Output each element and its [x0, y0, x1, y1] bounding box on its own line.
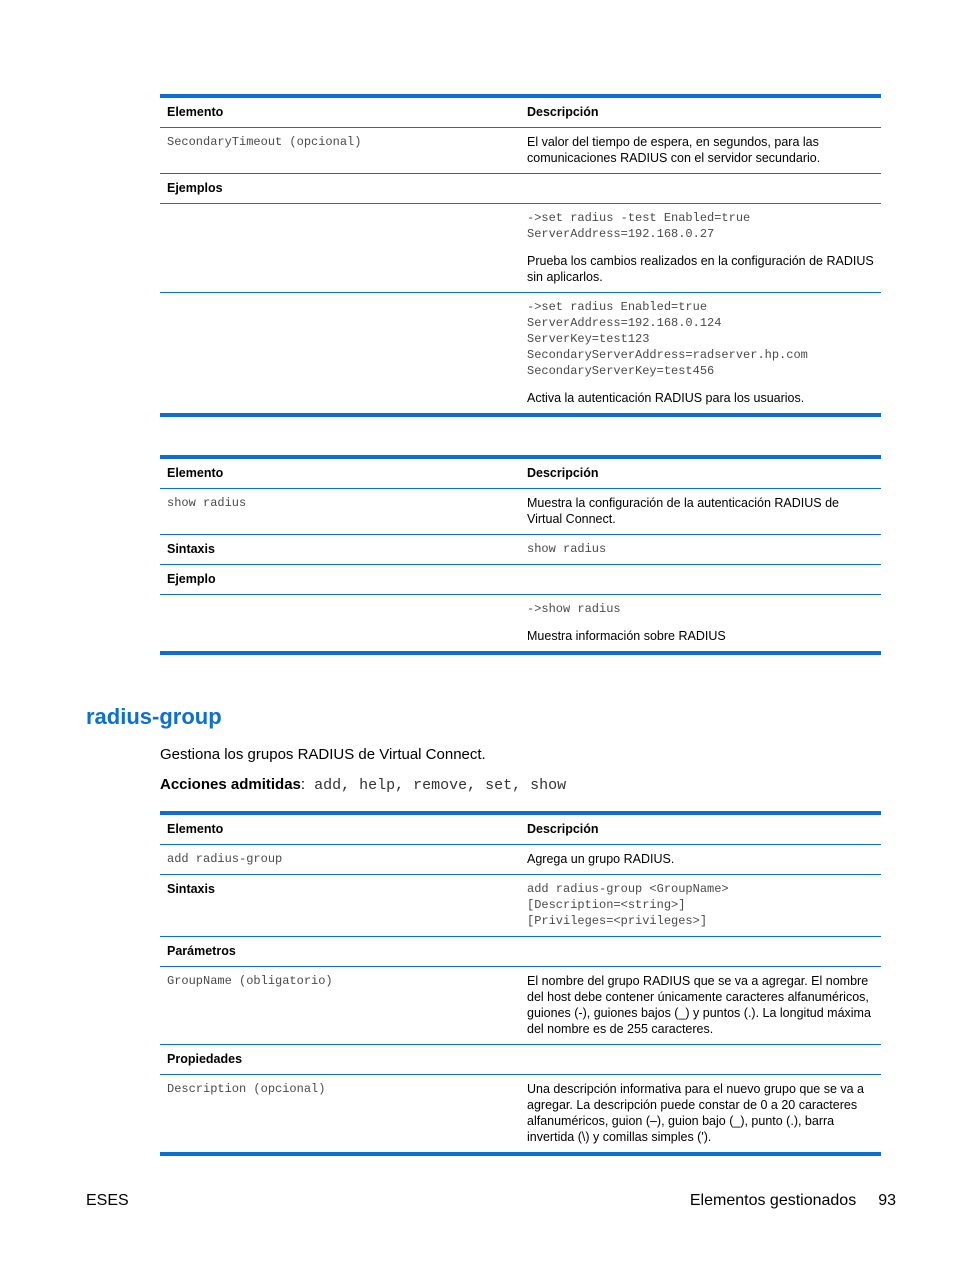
- syntax-label: Sintaxis: [167, 542, 215, 556]
- example-label: Ejemplo: [167, 572, 216, 586]
- table-row: [160, 203, 881, 292]
- example-code: ->set radius -test Enabled=true ServerAddress=192.168.0.27: [527, 211, 751, 241]
- table-row: [160, 874, 881, 936]
- example-code: ->show radius: [527, 602, 621, 616]
- examples-label: Ejemplos: [167, 181, 223, 195]
- table-header-row: [160, 815, 881, 845]
- table-row: [160, 292, 881, 413]
- actions-colon: :: [300, 776, 306, 793]
- table-row: [160, 936, 881, 966]
- actions-label: Acciones admitidas: [160, 776, 301, 793]
- header-elemento: Elemento: [167, 822, 224, 836]
- header-elemento: Elemento: [167, 105, 224, 119]
- example-note: Activa la autenticación RADIUS para los usuarios.: [527, 391, 805, 405]
- props-label: Propiedades: [167, 1052, 243, 1066]
- syntax-label: Sintaxis: [167, 882, 215, 896]
- actions-list: add, help, remove, set, show: [305, 777, 567, 794]
- section-intro: Gestiona los grupos RADIUS de Virtual Connect.: [160, 746, 486, 763]
- table-add-radius-group: [160, 811, 881, 1156]
- table-row: [160, 1044, 881, 1074]
- example-code: ->set radius Enabled=true ServerAddress=192.168.0.124 ServerKey=test123 SecondaryServerAddress=radserver.hp.com SecondaryServerKey=test456: [527, 300, 808, 378]
- desc-secondary-timeout: El valor del tiempo de espera, en segundos, para las comunicaciones RADIUS con el servidor secundario.: [527, 135, 821, 165]
- header-descripcion: Descripción: [527, 466, 599, 480]
- table-set-radius-continued: [160, 94, 881, 417]
- section-title: radius-group: [86, 704, 222, 729]
- header-elemento: Elemento: [167, 466, 224, 480]
- item-show-radius: show radius: [167, 496, 247, 510]
- params-label: Parámetros: [167, 944, 236, 958]
- table-row: [160, 489, 881, 534]
- table-row: [160, 564, 881, 594]
- desc-groupname: El nombre del grupo RADIUS que se va a agregar. El nombre del host debe contener únicamente caracteres alfanuméricos, guiones (-), guiones bajos (_) y puntos (.). La longitud máxima del nombre es de 255 caracteres.: [527, 974, 871, 1036]
- table-row: [160, 534, 881, 564]
- syntax-code: add radius-group <GroupName> [Description=<string>] [Privileges=<privileges>]: [527, 882, 729, 928]
- footer-section-title: Elementos gestionados: [689, 1192, 857, 1209]
- header-descripcion: Descripción: [527, 822, 599, 836]
- example-note: Prueba los cambios realizados en la configuración de RADIUS sin aplicarlos.: [527, 254, 874, 284]
- item-add-radius-group: add radius-group: [167, 852, 283, 866]
- table-row: [160, 128, 881, 173]
- header-descripcion: Descripción: [527, 105, 599, 119]
- table-row: [160, 845, 881, 874]
- footer-section: [690, 1192, 896, 1210]
- footer-locale: ESES: [86, 1192, 129, 1209]
- page-number: 93: [878, 1192, 896, 1209]
- syntax-code: show radius: [527, 542, 607, 556]
- desc-description: Una descripción informativa para el nuevo grupo que se va a agregar. La descripción puede constar de 0 a 20 caracteres alfanuméricos, guion (–), guion bajo (_), punto (.), barra invertida (\) y comillas simples (').: [527, 1082, 865, 1144]
- item-secondary-timeout: SecondaryTimeout (opcional): [167, 135, 362, 149]
- item-description: Description (opcional): [167, 1082, 326, 1096]
- table-show-radius: [160, 455, 881, 655]
- table-row: [160, 173, 881, 203]
- example-note: Muestra información sobre RADIUS: [527, 629, 726, 643]
- desc-add-radius-group: Agrega un grupo RADIUS.: [527, 852, 675, 866]
- desc-show-radius: Muestra la configuración de la autenticación RADIUS de Virtual Connect.: [527, 496, 839, 526]
- item-groupname: GroupName (obligatorio): [167, 974, 333, 988]
- table-header-row: [160, 459, 881, 489]
- table-row: [160, 966, 881, 1044]
- supported-actions: [160, 776, 566, 794]
- table-row: [160, 1074, 881, 1152]
- table-header-row: [160, 98, 881, 128]
- table-row: [160, 594, 881, 651]
